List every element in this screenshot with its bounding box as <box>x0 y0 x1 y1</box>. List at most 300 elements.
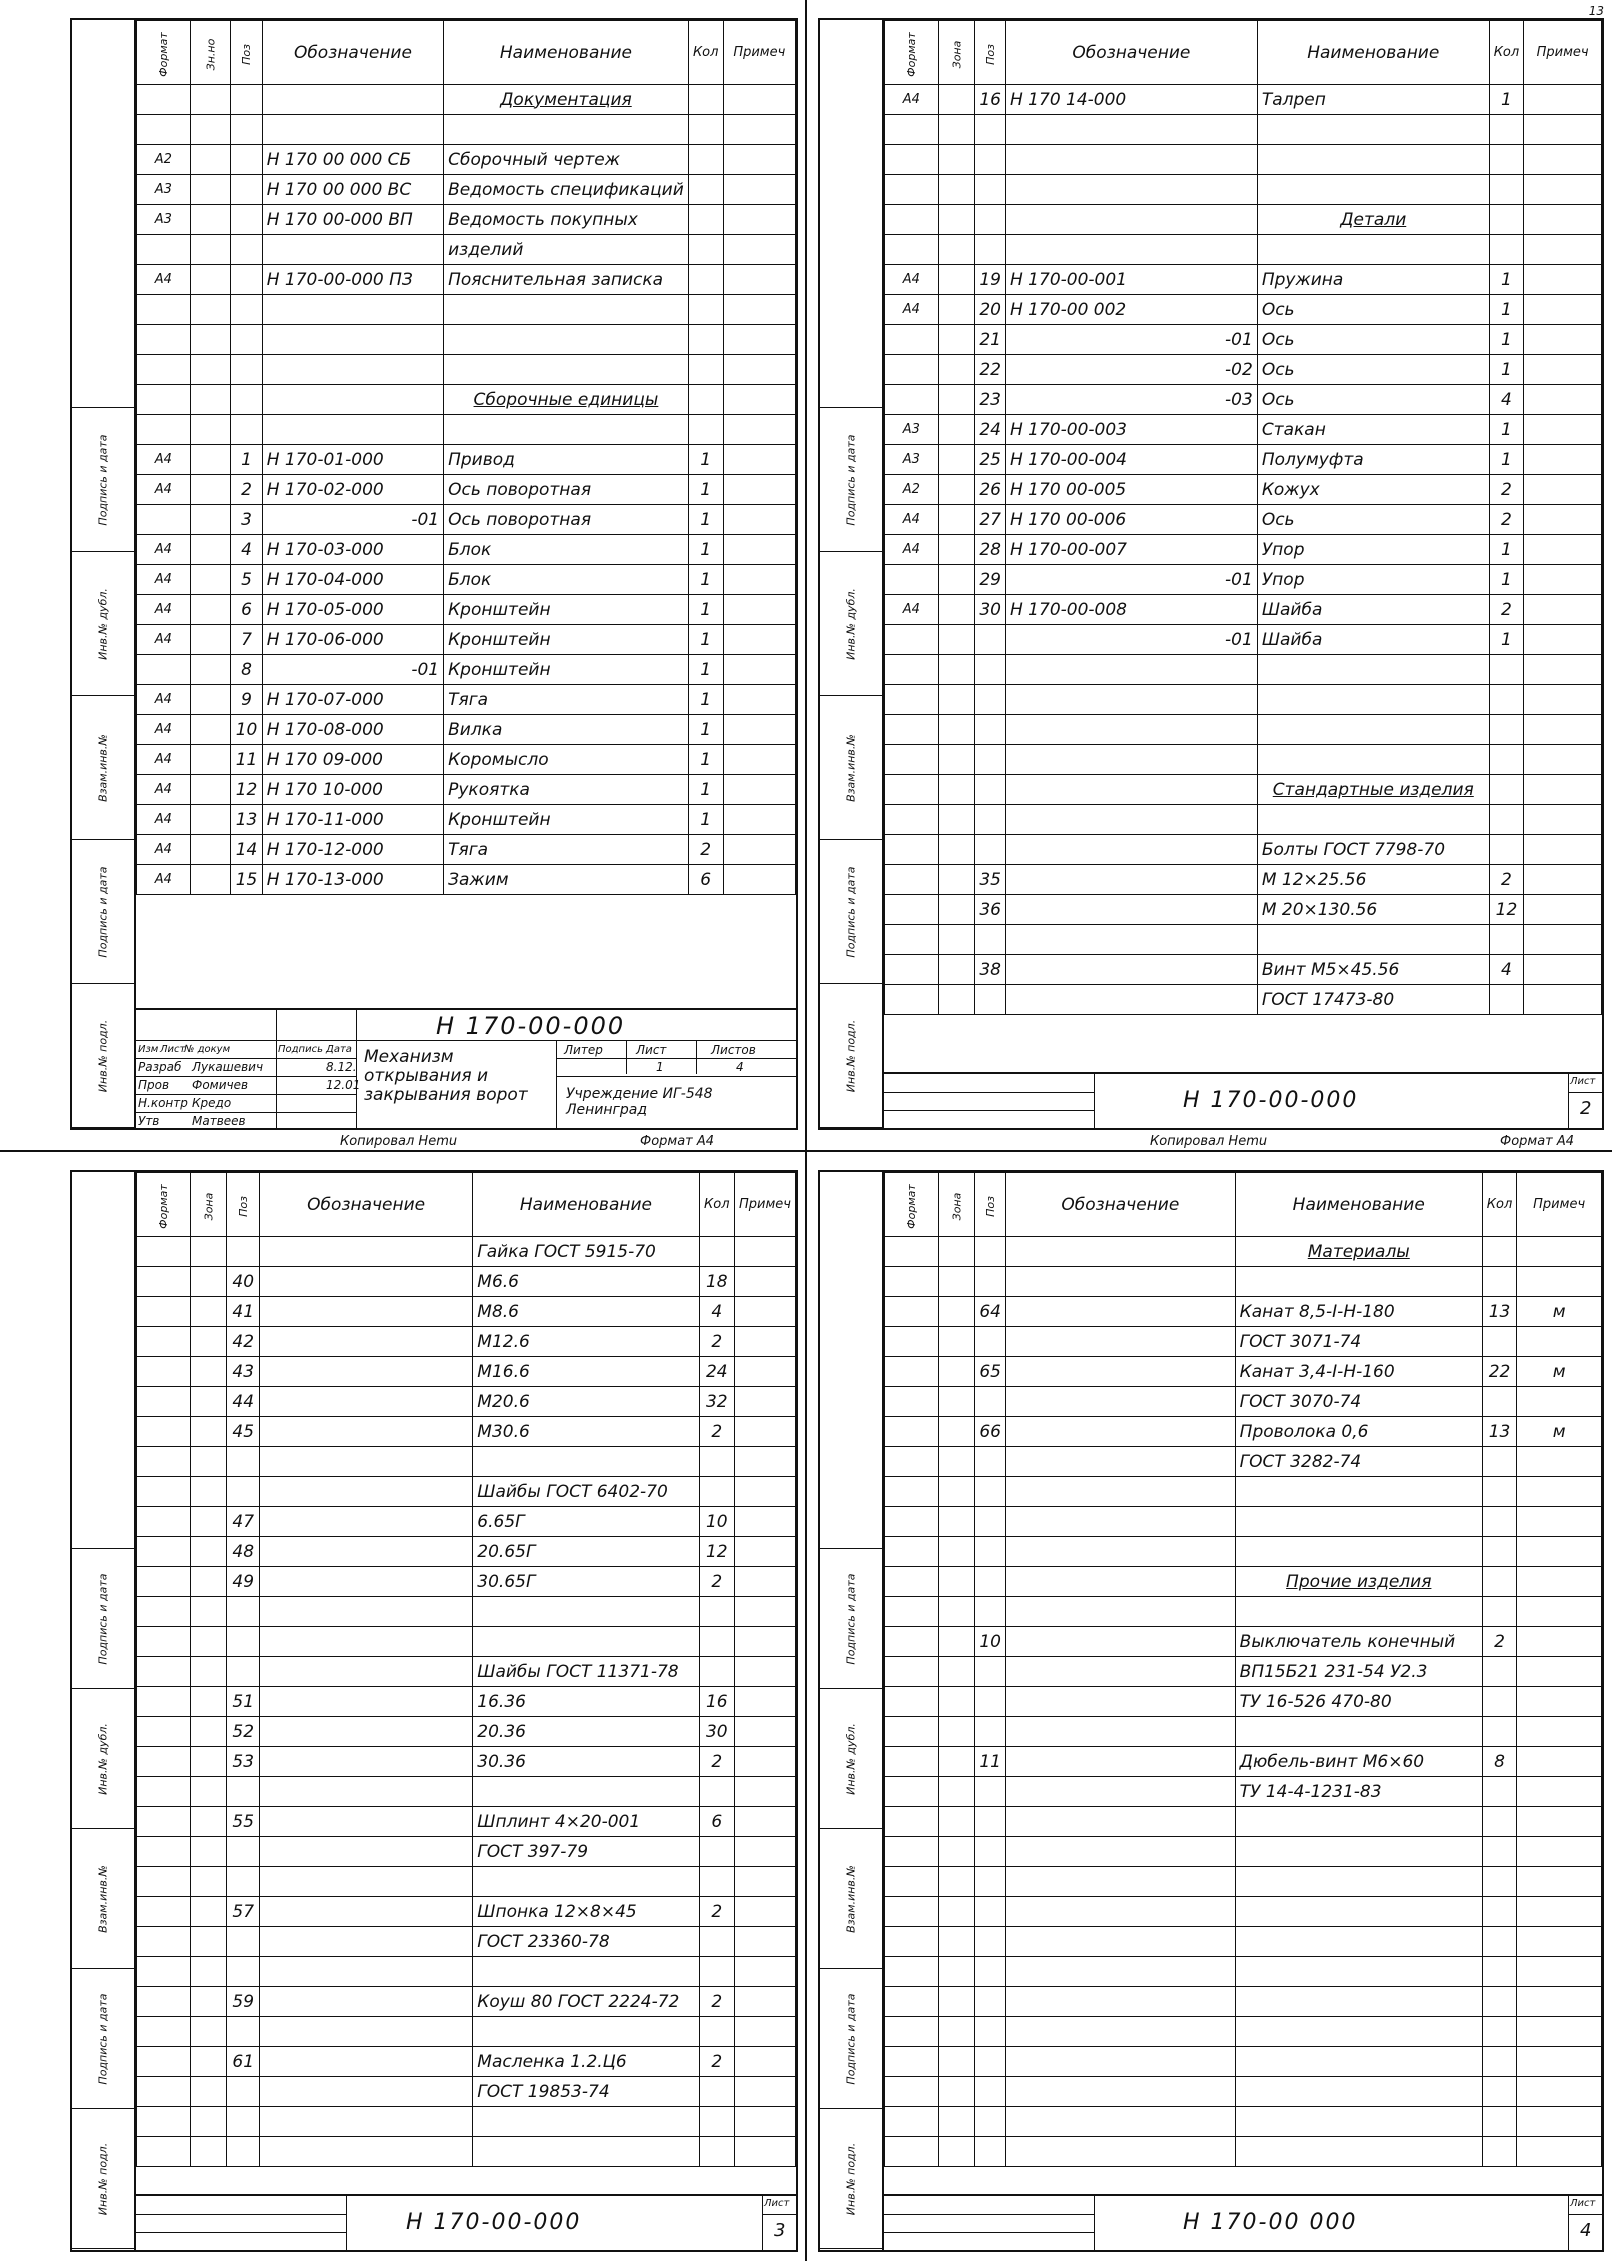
table-row <box>137 865 796 895</box>
cell-designation <box>1006 1867 1236 1897</box>
cell-quantity <box>699 2107 734 2137</box>
cell-designation <box>1006 895 1258 925</box>
table-row <box>885 325 1602 355</box>
cell-designation: Н 170 00 000 ВС <box>262 175 443 205</box>
cell-format <box>885 1327 939 1357</box>
table-row <box>137 1567 796 1597</box>
cell-zone <box>938 745 975 775</box>
cell-quantity <box>1489 745 1524 775</box>
cell-format <box>885 235 939 265</box>
cell-quantity: 2 <box>1482 1627 1517 1657</box>
cell-position <box>975 655 1006 685</box>
cell-zone <box>190 1777 227 1807</box>
cell-position <box>231 325 262 355</box>
cell-position: 59 <box>227 1987 260 2017</box>
cell-zone <box>190 1267 227 1297</box>
cell-quantity: 24 <box>699 1357 734 1387</box>
cell-quantity <box>688 115 723 145</box>
cell-quantity: 1 <box>688 805 723 835</box>
cell-zone <box>190 745 231 775</box>
cell-designation: Н 170-00 002 <box>1006 295 1258 325</box>
cell-name <box>444 115 689 145</box>
cell-format <box>885 745 939 775</box>
header-format-label: Формат <box>904 31 918 77</box>
cell-position: 35 <box>975 865 1006 895</box>
col-signature: Подпись <box>278 1044 323 1055</box>
table-row <box>885 1507 1602 1537</box>
table-row <box>885 1537 1602 1567</box>
table-row <box>137 1747 796 1777</box>
header-qty: Кол <box>1489 21 1524 85</box>
cell-quantity <box>1482 1477 1517 1507</box>
table-row <box>885 1807 1602 1837</box>
cell-format <box>885 895 939 925</box>
cell-format: А4 <box>137 625 191 655</box>
cell-quantity <box>1482 1657 1517 1687</box>
cell-name: М6.6 <box>473 1267 699 1297</box>
cell-quantity <box>688 295 723 325</box>
table-row <box>137 235 796 265</box>
table-row <box>137 505 796 535</box>
cell-name <box>1235 1867 1482 1897</box>
table-row <box>137 1537 796 1567</box>
cell-format <box>137 1717 191 1747</box>
cell-position <box>975 1387 1006 1417</box>
cell-name <box>1235 1597 1482 1627</box>
cell-position: 26 <box>975 475 1006 505</box>
cell-name: М16.6 <box>473 1357 699 1387</box>
cell-zone <box>938 1747 975 1777</box>
cell-name: Блок <box>444 535 689 565</box>
header-note: Примеч <box>723 21 795 85</box>
cell-note <box>723 775 795 805</box>
cell-designation: -01 <box>262 505 443 535</box>
cell-quantity: 2 <box>699 2047 734 2077</box>
cell-designation <box>1006 835 1258 865</box>
table-row <box>137 1717 796 1747</box>
table-row <box>137 1987 796 2017</box>
cell-name: Документация <box>444 85 689 115</box>
cell-quantity: 1 <box>688 535 723 565</box>
side-label-text: Инв.№ подл. <box>844 2142 858 2215</box>
cell-position <box>975 1987 1006 2017</box>
cell-zone <box>190 295 231 325</box>
cell-quantity: 1 <box>688 475 723 505</box>
cell-format: А3 <box>137 175 191 205</box>
cell-zone <box>190 1957 227 1987</box>
side-label-cell <box>820 408 882 552</box>
side-label-cell <box>820 840 882 984</box>
cell-position <box>975 625 1006 655</box>
cell-designation <box>1006 775 1258 805</box>
side-label-text: Инв.№ подл. <box>96 1019 110 1092</box>
cell-name: Проволока 0,6 <box>1235 1417 1482 1447</box>
cell-zone <box>938 1447 975 1477</box>
header-zone <box>190 1173 227 1237</box>
side-label-cell <box>72 408 134 552</box>
cell-designation <box>1006 1417 1236 1447</box>
cell-name: ГОСТ 17473-80 <box>1257 985 1489 1015</box>
cell-zone <box>938 2047 975 2077</box>
cell-note <box>1517 1537 1602 1567</box>
cell-note <box>723 235 795 265</box>
cell-format <box>137 2107 191 2137</box>
cell-note <box>1517 1897 1602 1927</box>
org-name: Учреждение ИГ-548 Ленинград <box>566 1086 713 1118</box>
cell-designation <box>1006 865 1258 895</box>
cell-quantity <box>699 1447 734 1477</box>
cell-position <box>975 1327 1006 1357</box>
header-name: Наименование <box>1235 1173 1482 1237</box>
cell-format <box>885 1657 939 1687</box>
cell-quantity <box>1482 2017 1517 2047</box>
cell-zone <box>190 1597 227 1627</box>
col-list: Лист <box>160 1044 186 1055</box>
cell-designation: -01 <box>1006 325 1258 355</box>
cell-quantity: 2 <box>699 1417 734 1447</box>
cell-format <box>885 1357 939 1387</box>
cell-name: Гайка ГОСТ 5915-70 <box>473 1237 699 1267</box>
cell-note <box>735 2047 796 2077</box>
cell-name: ГОСТ 3282-74 <box>1235 1447 1482 1477</box>
table-row <box>137 1597 796 1627</box>
cell-quantity: 22 <box>1482 1357 1517 1387</box>
cell-position <box>227 2017 260 2047</box>
cell-name: М12.6 <box>473 1327 699 1357</box>
cell-name: Ось поворотная <box>444 505 689 535</box>
cell-designation <box>262 295 443 325</box>
cell-note <box>735 1777 796 1807</box>
table-row <box>885 595 1602 625</box>
cell-note <box>735 1387 796 1417</box>
cell-name: Кожух <box>1257 475 1489 505</box>
cell-note <box>723 415 795 445</box>
cell-position: 13 <box>231 805 262 835</box>
table-row <box>137 2017 796 2047</box>
cell-note <box>735 1807 796 1837</box>
cell-name: Ось <box>1257 355 1489 385</box>
table-row <box>137 1927 796 1957</box>
cell-format <box>137 505 191 535</box>
sheet-number: 2 <box>1580 1098 1592 1119</box>
cell-quantity <box>1489 145 1524 175</box>
cell-designation <box>1006 715 1258 745</box>
cell-designation <box>1006 1597 1236 1627</box>
cell-quantity <box>1482 2137 1517 2167</box>
cell-position <box>231 85 262 115</box>
cell-designation: Н 170-04-000 <box>262 565 443 595</box>
cell-name: Масленка 1.2.Ц6 <box>473 2047 699 2077</box>
cell-designation <box>260 1957 473 1987</box>
cell-quantity: 2 <box>1489 595 1524 625</box>
cell-name <box>1257 805 1489 835</box>
document-code: Н 170-00-000 <box>1183 1088 1359 1113</box>
cell-format <box>885 1747 939 1777</box>
cell-name: М30.6 <box>473 1417 699 1447</box>
cell-format: А3 <box>885 445 939 475</box>
cell-note <box>1517 1567 1602 1597</box>
table-row <box>137 1237 796 1267</box>
cell-note <box>735 1867 796 1897</box>
cell-format <box>885 1537 939 1567</box>
table-row <box>885 235 1602 265</box>
cell-position <box>975 1567 1006 1597</box>
cell-position: 21 <box>975 325 1006 355</box>
cell-name <box>1235 1927 1482 1957</box>
cell-name: Полумуфта <box>1257 445 1489 475</box>
cell-position: 27 <box>975 505 1006 535</box>
cell-quantity <box>688 385 723 415</box>
table-row <box>137 145 796 175</box>
cell-name: Стакан <box>1257 415 1489 445</box>
cell-note <box>735 1477 796 1507</box>
cell-position <box>231 265 262 295</box>
cell-format <box>885 2047 939 2077</box>
table-row <box>137 475 796 505</box>
table-row <box>137 1897 796 1927</box>
cell-name: Кронштейн <box>444 805 689 835</box>
cell-zone <box>190 2047 227 2077</box>
table-row <box>885 385 1602 415</box>
cell-position <box>975 1267 1006 1297</box>
cell-zone <box>938 1897 975 1927</box>
cell-note <box>1524 385 1602 415</box>
cell-quantity <box>1482 1507 1517 1537</box>
cell-quantity: 1 <box>1489 265 1524 295</box>
table-row <box>137 205 796 235</box>
table-row <box>885 115 1602 145</box>
table-row <box>885 445 1602 475</box>
cell-position: 36 <box>975 895 1006 925</box>
cell-name: Канат 8,5-I-Н-180 <box>1235 1297 1482 1327</box>
cell-name <box>444 295 689 325</box>
cell-quantity <box>1489 775 1524 805</box>
cell-designation: Н 170-00-007 <box>1006 535 1258 565</box>
table-row <box>885 1897 1602 1927</box>
cell-position: 14 <box>231 835 262 865</box>
cell-quantity: 12 <box>699 1537 734 1567</box>
side-label-cell <box>72 2109 134 2249</box>
cell-format <box>885 175 939 205</box>
cell-designation <box>262 85 443 115</box>
cell-designation: -03 <box>1006 385 1258 415</box>
cell-quantity <box>699 1927 734 1957</box>
cell-position <box>975 685 1006 715</box>
side-label-text: Инв.№ подл. <box>844 1019 858 1092</box>
cell-format <box>137 1927 191 1957</box>
cell-format <box>137 1777 191 1807</box>
cell-designation <box>260 1897 473 1927</box>
cell-zone <box>938 325 975 355</box>
cell-position <box>975 925 1006 955</box>
cell-quantity: 18 <box>699 1267 734 1297</box>
table-row <box>137 1387 796 1417</box>
cell-format <box>137 655 191 685</box>
cell-note <box>1524 895 1602 925</box>
cell-quantity <box>1489 115 1524 145</box>
header-designation: Обозначение <box>1006 1173 1236 1237</box>
cell-name <box>1235 1477 1482 1507</box>
cell-zone <box>190 385 231 415</box>
cell-zone <box>190 685 231 715</box>
cell-quantity: 1 <box>1489 325 1524 355</box>
cell-quantity <box>699 1237 734 1267</box>
cell-zone <box>938 865 975 895</box>
cell-note <box>1517 1627 1602 1657</box>
cell-designation <box>1006 1267 1236 1297</box>
cell-format <box>885 1417 939 1447</box>
header-pos <box>231 21 262 85</box>
cell-position: 6 <box>231 595 262 625</box>
table-row <box>885 745 1602 775</box>
cell-name: Ось <box>1257 295 1489 325</box>
cell-quantity <box>1489 175 1524 205</box>
table-row <box>137 2107 796 2137</box>
cell-position <box>975 1687 1006 1717</box>
cell-name: Сборочный чертеж <box>444 145 689 175</box>
cell-position <box>975 1927 1006 1957</box>
cell-position <box>975 1837 1006 1867</box>
side-label-text: Инв.№ дубл. <box>96 587 110 660</box>
cell-designation <box>1006 1747 1236 1777</box>
table-row <box>137 625 796 655</box>
cell-note <box>1524 535 1602 565</box>
cell-quantity <box>699 1627 734 1657</box>
cell-designation <box>260 1777 473 1807</box>
table-row <box>885 1357 1602 1387</box>
cell-format <box>137 415 191 445</box>
header-designation: Обозначение <box>1006 21 1258 85</box>
cell-position <box>227 2107 260 2137</box>
cell-note <box>735 1717 796 1747</box>
cell-quantity <box>1482 1837 1517 1867</box>
cell-position <box>227 2137 260 2167</box>
cell-zone <box>190 835 231 865</box>
cell-designation: Н 170 00-005 <box>1006 475 1258 505</box>
cell-zone <box>938 505 975 535</box>
side-label-text: Подпись и дата <box>96 1992 110 2085</box>
format-label-1: Формат А4 <box>640 1134 715 1149</box>
cell-format <box>885 1837 939 1867</box>
side-label-text: Подпись и дата <box>844 1992 858 2085</box>
cell-format <box>137 1237 191 1267</box>
cell-position: 15 <box>231 865 262 895</box>
cell-name: Шайбы ГОСТ 6402-70 <box>473 1477 699 1507</box>
cell-name: 30.36 <box>473 1747 699 1777</box>
side-label-text: Подпись и дата <box>844 433 858 526</box>
cell-note <box>1524 565 1602 595</box>
table-row <box>137 1807 796 1837</box>
cell-quantity <box>1489 835 1524 865</box>
cell-format: А2 <box>137 145 191 175</box>
col-docno: № докум <box>184 1044 231 1055</box>
cell-designation: Н 170-12-000 <box>262 835 443 865</box>
cell-note <box>1517 1837 1602 1867</box>
cell-name: изделий <box>444 235 689 265</box>
cell-quantity: 30 <box>699 1717 734 1747</box>
cell-name <box>444 355 689 385</box>
cell-name <box>1235 1957 1482 1987</box>
cell-note <box>735 1957 796 1987</box>
cell-format <box>885 1387 939 1417</box>
table-row <box>885 355 1602 385</box>
cell-zone <box>938 985 975 1015</box>
cell-position: 41 <box>227 1297 260 1327</box>
cell-zone <box>938 1417 975 1447</box>
cell-quantity: 1 <box>1489 445 1524 475</box>
cell-note <box>735 1657 796 1687</box>
cell-position: 20 <box>975 295 1006 325</box>
cell-zone <box>190 2077 227 2107</box>
cell-designation <box>260 1387 473 1417</box>
cell-zone <box>190 1837 227 1867</box>
cell-format <box>885 985 939 1015</box>
copied-by-label-1: Копировал Hemu <box>340 1134 458 1149</box>
cell-name: Упор <box>1257 535 1489 565</box>
table-row <box>885 1837 1602 1867</box>
header-pos-label: Поз <box>983 43 997 65</box>
cell-zone <box>938 1387 975 1417</box>
cell-format <box>137 2137 191 2167</box>
cell-position: 51 <box>227 1687 260 1717</box>
cell-position: 65 <box>975 1357 1006 1387</box>
cell-zone <box>190 145 231 175</box>
cell-position <box>227 1837 260 1867</box>
cell-note <box>723 265 795 295</box>
cell-note <box>1517 1987 1602 2017</box>
side-label-text: Взам.инв.№ <box>844 1864 858 1933</box>
cell-note <box>723 505 795 535</box>
cell-position <box>975 1807 1006 1837</box>
cell-name: Кронштейн <box>444 655 689 685</box>
cell-position <box>975 1447 1006 1477</box>
side-label-cell <box>72 1829 134 1969</box>
cell-designation <box>1006 2137 1236 2167</box>
cell-designation <box>260 1717 473 1747</box>
cell-designation <box>1006 745 1258 775</box>
table-row <box>137 1297 796 1327</box>
header-format <box>885 1173 939 1237</box>
table-row <box>885 1267 1602 1297</box>
cell-note <box>723 325 795 355</box>
table-row <box>885 1987 1602 2017</box>
cell-position <box>227 1627 260 1657</box>
cell-position <box>975 745 1006 775</box>
table-row <box>885 895 1602 925</box>
cell-name: Прочие изделия <box>1235 1567 1482 1597</box>
cell-note <box>1517 1657 1602 1687</box>
cell-note <box>723 625 795 655</box>
side-label-text: Подпись и дата <box>844 1572 858 1665</box>
table-row <box>137 1417 796 1447</box>
cell-name <box>1257 685 1489 715</box>
cell-name: М 12×25.56 <box>1257 865 1489 895</box>
cell-format <box>885 1507 939 1537</box>
cell-zone <box>190 1687 227 1717</box>
cell-format <box>885 2107 939 2137</box>
side-label-strip <box>72 1172 136 2250</box>
table-row <box>885 1387 1602 1417</box>
cell-format: А4 <box>137 745 191 775</box>
cell-format <box>885 715 939 745</box>
cell-quantity: 1 <box>1489 85 1524 115</box>
cell-quantity <box>1489 925 1524 955</box>
cell-position <box>975 1777 1006 1807</box>
cell-name: Кронштейн <box>444 595 689 625</box>
table-row <box>885 625 1602 655</box>
cell-designation <box>260 1657 473 1687</box>
cell-zone <box>938 775 975 805</box>
